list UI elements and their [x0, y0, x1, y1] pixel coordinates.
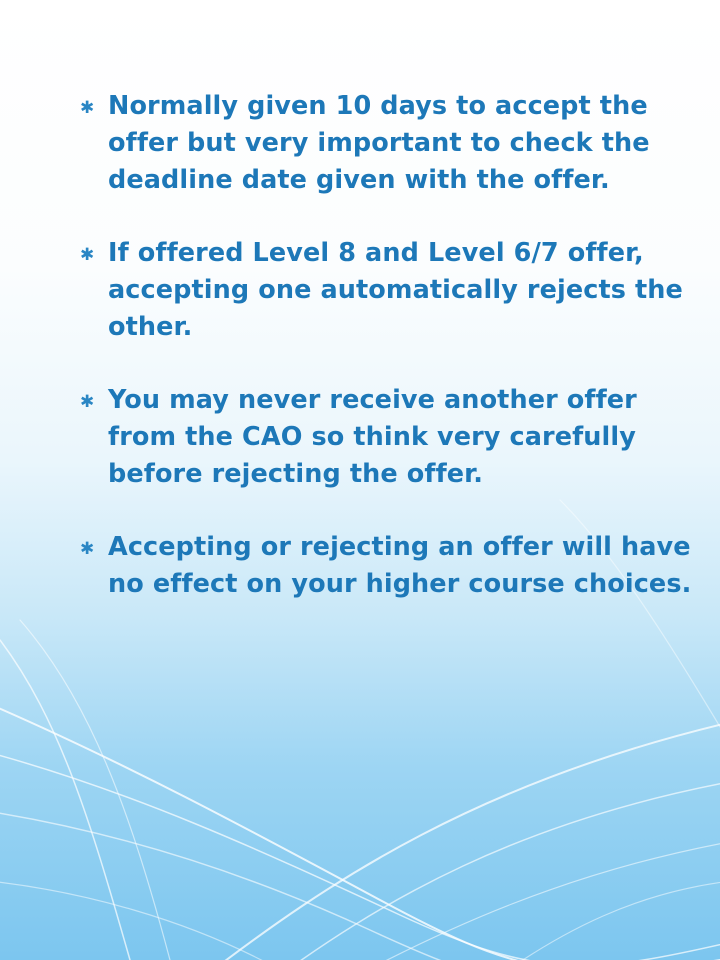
bullet-item — [80, 235, 705, 346]
bullet-item — [80, 88, 705, 199]
bullet-text: If offered Level 8 and Level 6/7 offer, accepting one automatically rejects the other. — [108, 238, 683, 342]
bullet-item — [80, 382, 705, 493]
asterisk-bullet-icon: ✱ — [80, 392, 95, 412]
bullet-text: Normally given 10 days to accept the offer but very important to check the deadline date given with the offer. — [108, 91, 650, 195]
asterisk-bullet-icon: ✱ — [80, 539, 95, 559]
asterisk-bullet-icon: ✱ — [80, 98, 95, 118]
bullet-list — [80, 88, 705, 639]
bullet-item — [80, 529, 705, 603]
bullet-text: Accepting or rejecting an offer will have no effect on your higher course choices. — [108, 532, 692, 599]
asterisk-bullet-icon: ✱ — [80, 245, 95, 265]
bullet-text: You may never receive another offer from the CAO so think very carefully before rejecting the offer. — [108, 385, 637, 489]
